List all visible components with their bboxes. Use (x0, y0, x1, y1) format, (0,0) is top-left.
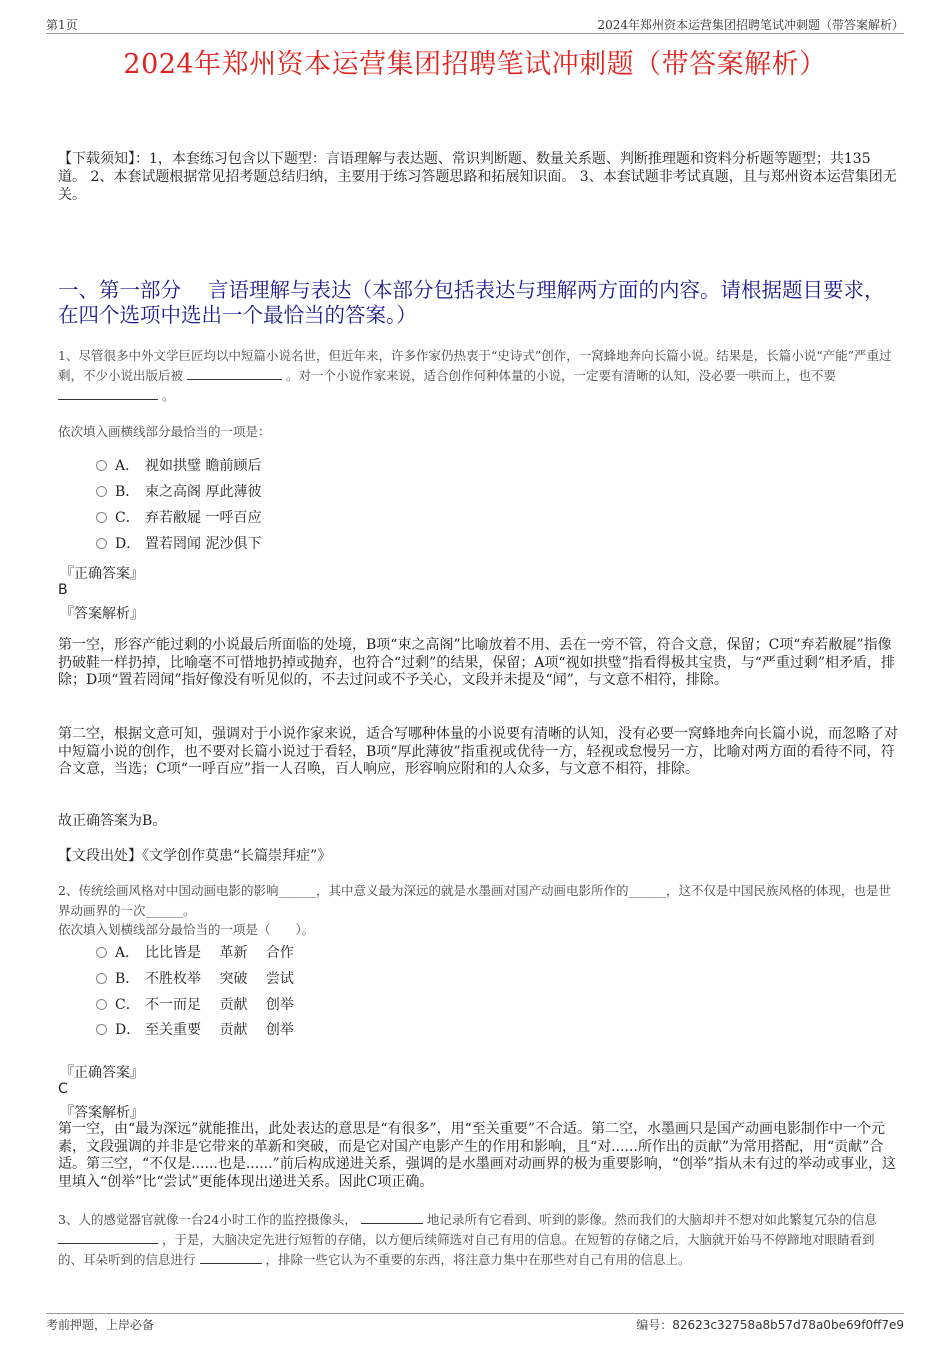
section-heading: 一、第一部分 言语理解与表达（本部分包括表达与理解两方面的内容。请根据题目要求，在四个选项中选出一个最恰当的答案。） (58, 278, 885, 327)
footer-code (636, 1316, 904, 1333)
page-number: 第1页 (46, 18, 78, 32)
q2-option-c[interactable]: C． 不一而足 贡献 创举 (96, 995, 294, 1015)
q3-stem-part-d: ，排除一些它认为不重要的东西，将注意力集中在那些对自己有用的信息上。 (265, 1252, 691, 1267)
q3-stem-part-c: ，于是，大脑决定先进行短暂的存储，以方便后续筛选对自己有用的信息。在短暂的存储之后，大脑就开始马不停蹄地对眼睛看到的、耳朵听到的信息进行 (58, 1232, 875, 1267)
option-text: 至关重要 贡献 创举 (145, 1022, 294, 1038)
option-text: 弃若敝屣 一呼百应 (145, 510, 262, 526)
q1-option-a[interactable]: A． 视如拱璧 瞻前顾后 (96, 456, 261, 476)
footer-code-value: 82623c32758a8b57d78a0be69f0ff7e9 (672, 1318, 904, 1332)
option-text: 视如拱璧 瞻前顾后 (145, 458, 262, 474)
radio-icon[interactable] (96, 999, 107, 1010)
q1-answer: B (58, 582, 68, 598)
q1-analysis-paragraph-1: 第一空，形容产能过剩的小说最后所面临的处境，B项“束之高阁”比喻放着不用、丢在一旁不管，符合文意，保留；C项“弃若敝屣”指像扔破鞋一样扔掉，比喻毫不可惜地扔掉或抛弃，也符合“过剩”的结果，保留；A项“视如拱璧”指看得极其宝贵，与“严重过剩”相矛盾，排除；D项“置若罔闻”指好像没有听见似的，不去过问或不予关心，文段并未提及“闻”，与文意不相符，排除。 (58, 637, 896, 688)
header-divider (46, 33, 904, 34)
q3-stem-part-b: 地记录所有它看到、听到的影像。然而我们的大脑却并不想对如此繁复冗杂的信息 (426, 1212, 877, 1227)
q2-option-b[interactable]: B． 不胜枚举 突破 尝试 (96, 969, 294, 989)
option-text: 不胜枚举 突破 尝试 (145, 971, 294, 987)
download-notice: 【下载须知】：1，本套练习包含以下题型：言语理解与表达题、常识判断题、数量关系题、判断推理题和资料分析题等题型；共135道。 2、本套试题根据常见招考题总结归纳，主要用于练习答题思路和拓展知识面。 3、本套试题非考试真题，且与郑州资本运营集团无关。 (58, 151, 897, 203)
question-2-stem: 2、传统绘画风格对中国动画电影的影响______，其中意义最为深远的就是水墨画对国产动画电影所作的______，这不仅是中国民族风格的体现，也是世界动画界的一次______。 (58, 883, 891, 918)
q1-conclusion: 故正确答案为B。 (58, 813, 167, 829)
q1-source: 【文段出处】《文学创作莫患“长篇崇拜症”》 (58, 848, 332, 864)
radio-icon[interactable] (96, 460, 107, 471)
q1-prompt: 依次填入画横线部分最恰当的一项是： (58, 424, 271, 439)
q1-blank-2 (58, 387, 158, 400)
q1-option-c[interactable]: C． 弃若敝屣 一呼百应 (96, 508, 261, 528)
q3-blank-2 (58, 1231, 158, 1244)
header-doc-title: 2024年郑州资本运营集团招聘笔试冲刺题（带答案解析） (597, 18, 904, 32)
q1-analysis-label: 『答案解析』 (60, 606, 144, 622)
q1-stem-part-c: 。 (161, 388, 175, 403)
q1-blank-1 (187, 367, 282, 380)
q2-option-d[interactable]: D． 至关重要 贡献 创举 (96, 1020, 294, 1040)
radio-icon[interactable] (96, 973, 107, 984)
radio-icon[interactable] (96, 486, 107, 497)
page-title: 2024年郑州资本运营集团招聘笔试冲刺题（带答案解析） (123, 49, 827, 80)
option-text: 不一而足 贡献 创举 (145, 997, 294, 1013)
question-3-stem (58, 1210, 898, 1270)
footer-slogan: 考前押题，上岸必备 (46, 1318, 155, 1332)
footer-divider (46, 1313, 904, 1314)
q1-stem-part-b: 。对一个小说作家来说，适合创作何种体量的小说，一定要有清晰的认知，没必要一哄而上，也不要 (285, 368, 836, 383)
q2-correct-label: 『正确答案』 (60, 1065, 144, 1081)
q1-correct-label: 『正确答案』 (60, 566, 144, 582)
option-text: 比比皆是 革新 合作 (145, 945, 294, 961)
q3-blank-1 (361, 1211, 423, 1224)
radio-icon[interactable] (96, 947, 107, 958)
radio-icon[interactable] (96, 1024, 107, 1035)
q1-stem-part-a: 1、尽管很多中外文学巨匠均以中短篇小说名世，但近年来，许多作家仍热衷于“史诗式”创作，一窝蜂地奔向长篇小说。结果是，长篇小说“产能”严重过剩，不少小说出版后被 (58, 348, 892, 383)
question-1-stem (58, 346, 898, 406)
q2-prompt: 依次填入划横线部分最恰当的一项是（ ）。 (58, 922, 315, 937)
q3-blank-3 (200, 1251, 262, 1264)
option-text: 束之高阁 厚此薄彼 (145, 484, 262, 500)
q2-analysis-label: 『答案解析』 (60, 1105, 144, 1121)
q1-option-d[interactable]: D． 置若罔闻 泥沙俱下 (96, 534, 261, 554)
q1-option-b[interactable]: B． 束之高阁 厚此薄彼 (96, 482, 261, 502)
q2-analysis: 第一空，由“最为深远”就能推出，此处表达的意思是“有很多”，用“至关重要”不合适。第二空，水墨画只是国产动画电影制作中一个元素，文段强调的并非是它带来的革新和突破，而是它对国产电影产生的作用和影响，且“对......所作出的贡献”为常用搭配，用“贡献”合适。第三空，“不仅是......也是......”前后构成递进关系，强调的是水墨画对动画界的极为重要影响，“创举”指从未有过的举动或事业，这里填入“创举”比“尝试”更能体现出递进关系。因此C项正确。 (58, 1121, 897, 1190)
radio-icon[interactable] (96, 512, 107, 523)
q2-option-a[interactable]: A． 比比皆是 革新 合作 (96, 943, 294, 963)
option-text: 置若罔闻 泥沙俱下 (145, 536, 262, 552)
footer-code-label: 编号： (636, 1318, 673, 1332)
radio-icon[interactable] (96, 538, 107, 549)
q3-stem-part-a: 3、人的感觉器官就像一台24小时工作的监控摄像头， (58, 1212, 357, 1227)
q1-analysis-paragraph-2: 第二空，根据文意可知，强调对于小说作家来说，适合写哪种体量的小说要有清晰的认知，没有必要一窝蜂地奔向长篇小说，而忽略了对中短篇小说的创作，也不要对长篇小说过于看轻，B项“厚此薄彼”指重视或优待一方，轻视或怠慢另一方，比喻对两方面的看待不同，符合文意，当选；C项“一呼百应”指一人召唤，百人响应，形容响应附和的人众多，与文意不相符，排除。 (58, 726, 898, 777)
q2-answer: C (58, 1081, 68, 1097)
